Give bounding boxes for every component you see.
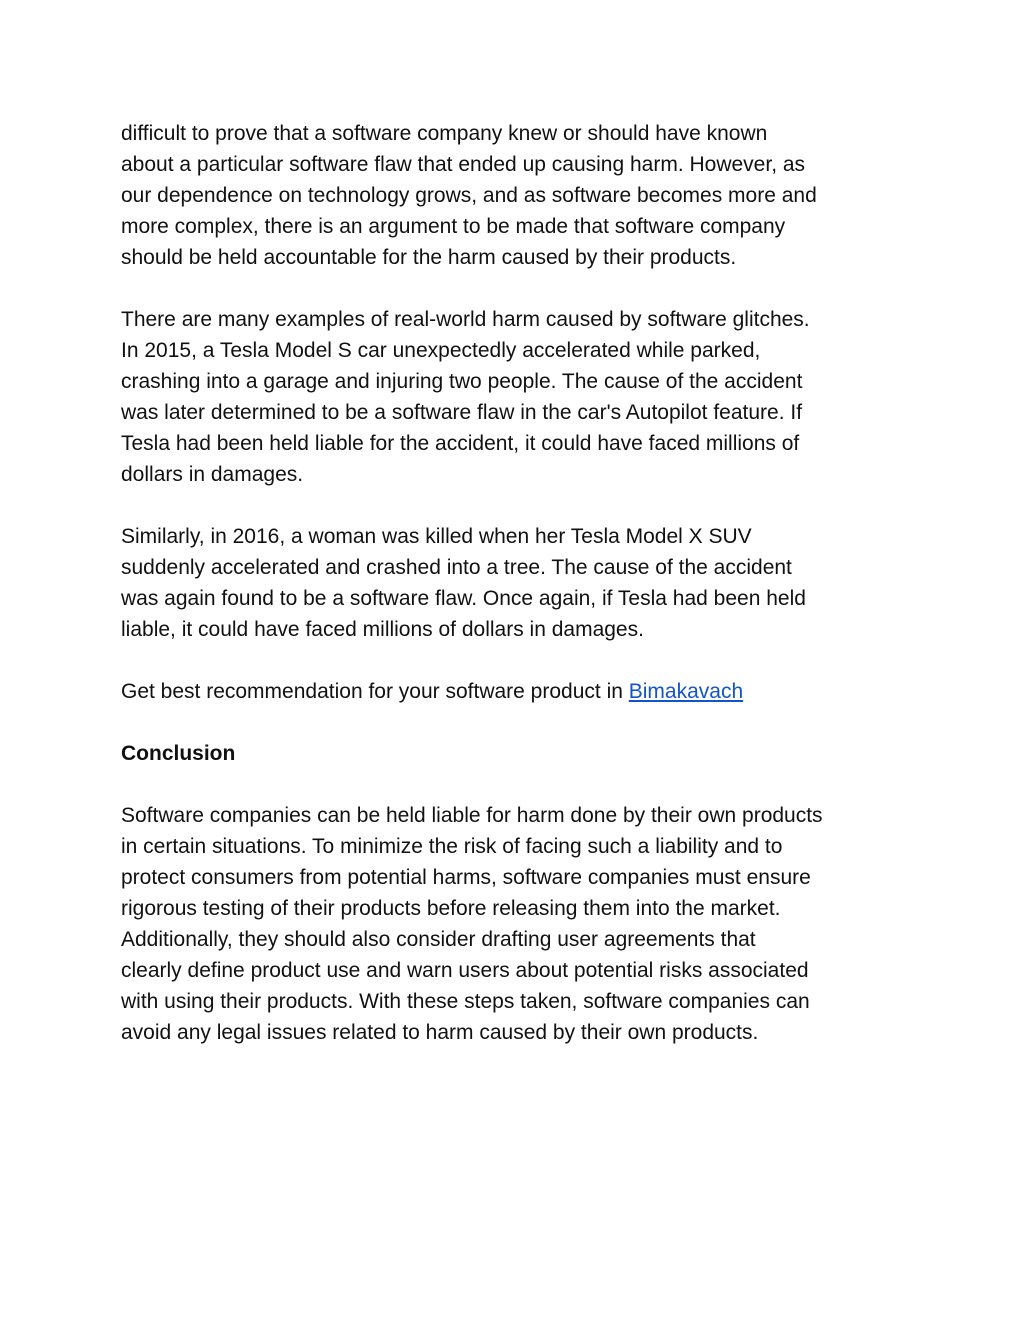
text-line: with using their products. With these steps taken, software companies can <box>121 990 810 1013</box>
text-line: Additionally, they should also consider drafting user agreements that <box>121 928 756 951</box>
paragraph-liability-intro <box>121 118 921 273</box>
text-line: difficult to prove that a software company knew or should have known <box>121 122 768 145</box>
text-line: Tesla had been held liable for the accident, it could have faced millions of <box>121 432 800 455</box>
bimakavach-link[interactable]: Bimakavach <box>628 680 744 703</box>
text-line: Similarly, in 2016, a woman was killed when her Tesla Model X SUV <box>121 525 752 548</box>
text-line: avoid any legal issues related to harm caused by their own products. <box>121 1021 759 1044</box>
text-line: more complex, there is an argument to be made that software company <box>121 215 786 238</box>
text-line: clearly define product use and warn users about potential risks associated <box>121 959 809 982</box>
text-line: Software companies can be held liable for harm done by their own products <box>121 804 823 827</box>
paragraph-conclusion <box>121 800 921 1048</box>
text-line: rigorous testing of their products before releasing them into the market. <box>121 897 781 920</box>
text-line: In 2015, a Tesla Model S car unexpectedly accelerated while parked, <box>121 339 761 362</box>
text-line: in certain situations. To minimize the risk of facing such a liability and to <box>121 835 783 858</box>
recommendation-text: Get best recommendation for your software product in <box>121 680 629 703</box>
text-line: suddenly accelerated and crashed into a tree. The cause of the accident <box>121 556 792 579</box>
paragraph-second-example <box>121 521 921 645</box>
paragraph-recommendation <box>121 676 921 707</box>
text-line: was again found to be a software flaw. Once again, if Tesla had been held <box>121 587 806 610</box>
text-line: protect consumers from potential harms, software companies must ensure <box>121 866 811 889</box>
text-line: about a particular software flaw that ended up causing harm. However, as <box>121 153 806 176</box>
text-line: our dependence on technology grows, and as software becomes more and <box>121 184 817 207</box>
text-line: should be held accountable for the harm caused by their products. <box>121 246 737 269</box>
text-line: crashing into a garage and injuring two people. The cause of the accident <box>121 370 803 393</box>
text-line: There are many examples of real-world harm caused by software glitches. <box>121 308 810 331</box>
text-line: dollars in damages. <box>121 463 304 486</box>
paragraph-examples <box>121 304 921 490</box>
text-line: liable, it could have faced millions of dollars in damages. <box>121 618 644 641</box>
conclusion-heading: Conclusion <box>121 742 236 765</box>
text-line: was later determined to be a software flaw in the car's Autopilot feature. If <box>121 401 803 424</box>
document-body <box>121 118 921 1079</box>
